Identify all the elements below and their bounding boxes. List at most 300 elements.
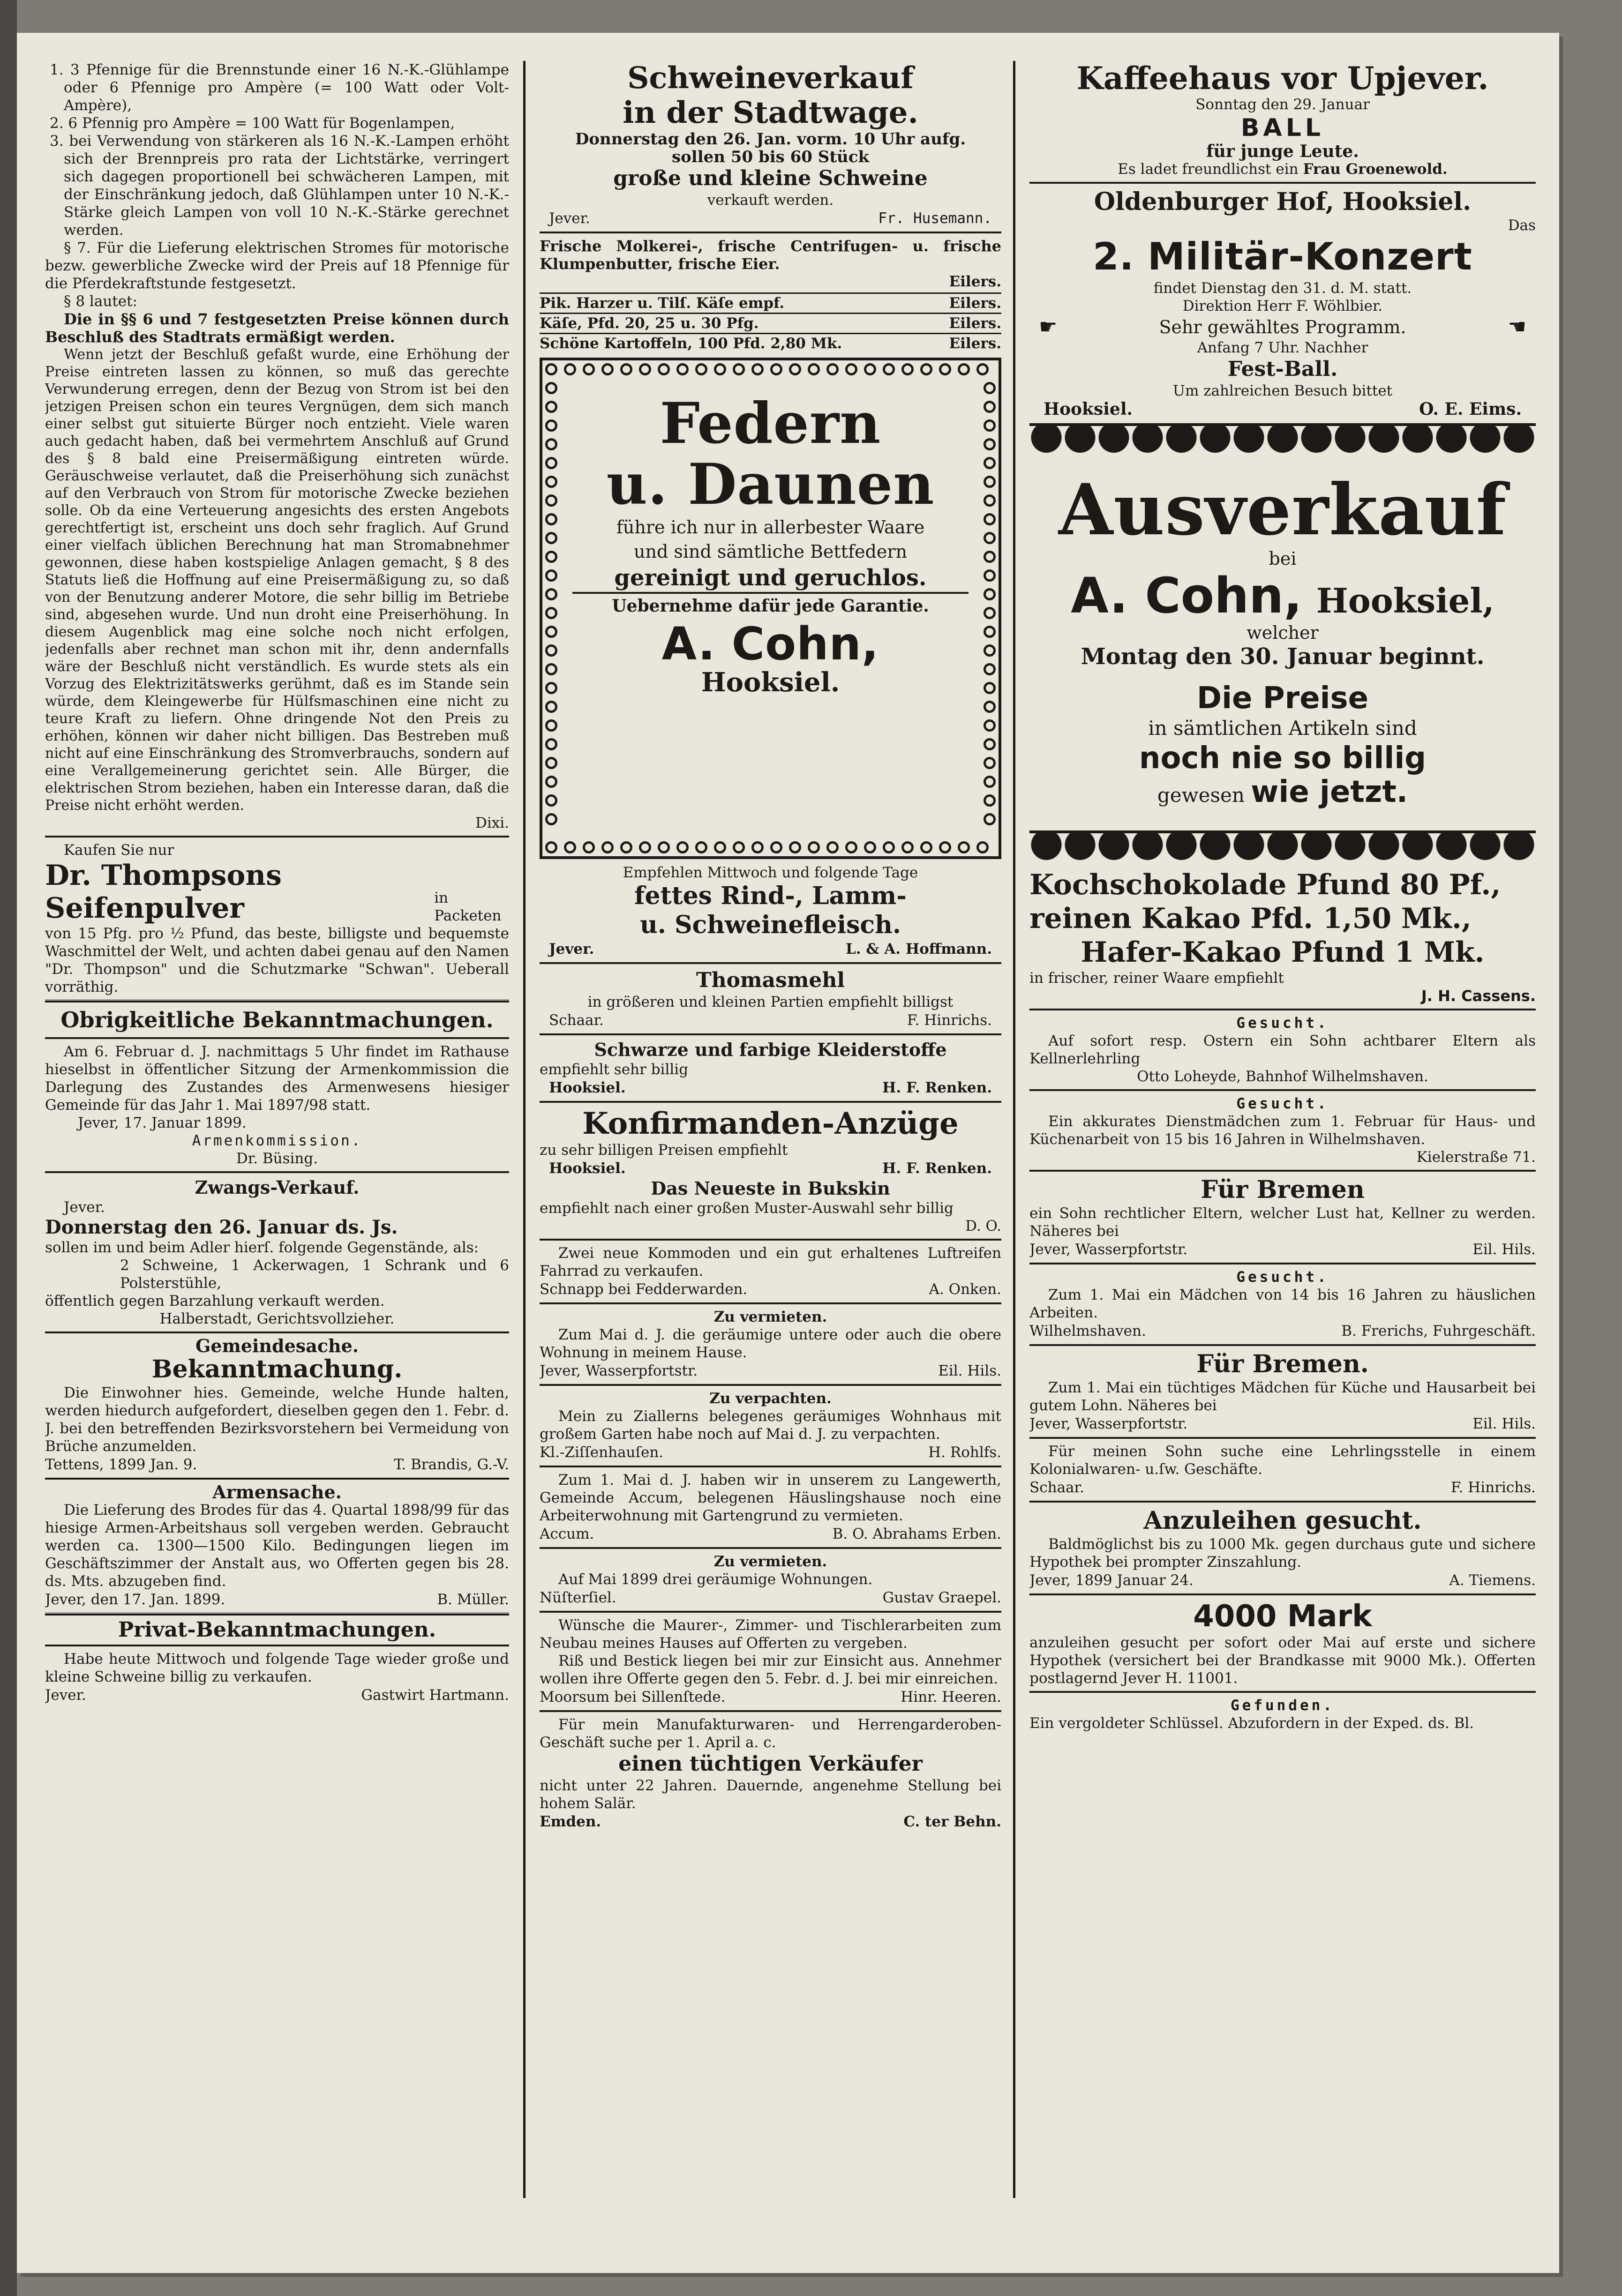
ornament-ring	[864, 841, 876, 853]
preise-line4: wie jetzt.	[1251, 775, 1408, 809]
eilers-text: Schöne Kartoffeln, 100 Pfd. 2,80 Mk.	[540, 335, 842, 352]
zwang-body1: sollen im und beim Adler hierſ. folgende Gegenstände, als:	[45, 1239, 479, 1256]
gesucht2-addr: Kielerstraße 71.	[1416, 1149, 1536, 1166]
divider	[540, 1033, 1001, 1035]
pointing-hand-right-icon: ☛	[1039, 315, 1058, 339]
divider	[540, 232, 1001, 233]
mark-title: 4000 Mark	[1193, 1599, 1372, 1634]
gesucht2-body: Ein akkurates Dienstmädchen zum 1. Februar für Haus- und Küchenarbeit von 15 bis 16 Jahren in Wilhelmshaven.	[1029, 1113, 1536, 1148]
ornament-ring	[976, 841, 989, 853]
ornament-ring	[984, 438, 996, 450]
ornament-ring	[545, 757, 557, 769]
ad-ausverkauf	[1029, 470, 1536, 812]
ornament-ring	[751, 841, 764, 853]
ausverkauf-date: Montag den 30. Januar beginnt.	[1081, 643, 1485, 670]
kleider-left: Hooksiel.	[549, 1079, 626, 1096]
column-right	[1029, 61, 1536, 2245]
ornament-ring	[583, 841, 595, 853]
verm2-left: Nüſterſiel.	[540, 1589, 616, 1606]
kakao-body: in frischer, reiner Waare empfiehlt	[1029, 970, 1284, 987]
ornament-ring	[901, 841, 914, 853]
preise-line3: noch nie so billig	[1139, 741, 1427, 776]
divider	[540, 1466, 1001, 1467]
ornament-ring	[545, 363, 557, 375]
ad-schweineverkauf	[540, 61, 1001, 228]
divider	[1029, 1089, 1536, 1091]
column-rule	[523, 61, 526, 2198]
konzert-bitte: Um zahlreichen Besuch bittet	[1172, 382, 1393, 399]
anzuleihen-left: Jever, 1899 Januar 24.	[1029, 1572, 1194, 1589]
ornament-ring	[984, 701, 996, 713]
ad-gesucht-2	[1029, 1095, 1536, 1166]
federn-title1: Federn	[660, 390, 881, 456]
ornament-ring	[789, 363, 801, 375]
ornament-ring	[939, 841, 951, 853]
ad-kaffeehaus	[1029, 61, 1536, 178]
ornament-ring	[845, 841, 857, 853]
zwang-sign: Halberstadt, Gerichtsvollzieher.	[159, 1310, 395, 1327]
ad-anzuleihen	[1029, 1506, 1536, 1590]
ornament-ring	[545, 841, 557, 853]
divider	[45, 1171, 509, 1173]
abrahams-body: Zum 1. Mai d. J. haben wir in unserem zu Langewerth, Gemeinde Accum, belegenen Häuslingshause noch eine Arbeiterwohnung mit Gartengrund zu vermieten.	[540, 1472, 1001, 1524]
ornament-ring	[958, 363, 970, 375]
federn-line3: gereinigt und geruchlos.	[572, 564, 969, 594]
bremen2-left: Jever, Wasserpfortstr.	[1029, 1415, 1188, 1432]
ad-gefunden	[1029, 1697, 1536, 1732]
tariff-item-1: 1. 3 Pfennige für die Brennstunde einer 16 N.-K.-Glühlampe oder 6 Pfennige pro Ampère (= 100 Watt oder Volt-Ampère),	[50, 61, 509, 114]
lehrling-body: Für meinen Sohn suche eine Lehrlingsstelle in einem Kolonialwaren- u.ſw. Geschäfte.	[1029, 1443, 1536, 1478]
divider	[45, 1000, 509, 1002]
ornament-ring	[920, 841, 932, 853]
konzert-ball: Fest-Ball.	[1227, 357, 1338, 381]
ornament-ring	[545, 494, 557, 507]
fleisch-left: Jever.	[549, 941, 594, 957]
binding-edge	[0, 0, 17, 2296]
kaffee-invite-pre: Es ladet freundlichst ein	[1118, 161, 1299, 178]
gemeinde-title: Bekanntmachung.	[151, 1355, 403, 1384]
ad-verkaeufer	[540, 1716, 1001, 1831]
federn-line1: führe ich nur in allerbester Waare	[616, 517, 925, 538]
ornament-ring	[658, 841, 670, 853]
ornament-ring	[583, 363, 595, 375]
soap-title: Dr. Thompsons Seifenpulver	[45, 859, 282, 925]
ad-bremen-1	[1029, 1175, 1536, 1259]
ornament-ring	[733, 841, 745, 853]
kaffee-invite: Frau Groenewold.	[1303, 161, 1448, 178]
gemeinde-sign-left: Tettens, 1899 Jan. 9.	[45, 1456, 197, 1473]
ornament-ring	[639, 363, 651, 375]
bremen2-body: Zum 1. Mai ein tüchtiges Mädchen für Küche und Hausarbeit bei gutem Lohn. Näheres bei	[1029, 1379, 1536, 1414]
eilers-text: Käſe, Pfd. 20, 25 u. 30 Pfg.	[540, 315, 759, 332]
ad-vermieten-1	[540, 1308, 1001, 1380]
kakao-name: J. H. Cassens.	[1421, 987, 1536, 1005]
ad-fleisch	[540, 864, 1001, 958]
ausverkauf-place: Hooksiel,	[1316, 581, 1494, 621]
fleisch-title2: u. Schweinefleisch.	[639, 911, 901, 939]
konzert-date: findet Dienstag den 31. d. M. statt.	[1153, 280, 1412, 297]
ad-4000-mark	[1029, 1599, 1536, 1687]
ornament-ring	[545, 626, 557, 638]
ornament-ring	[845, 363, 857, 375]
ornament-ring	[920, 363, 932, 375]
ornament-ring	[984, 626, 996, 638]
bukskin-right: D. O.	[965, 1218, 1001, 1234]
onken-body: Zwei neue Kommoden und ein gut erhaltenes Luftreifen Fahrrad zu verkaufen.	[540, 1245, 1001, 1279]
tariff-item-2: 2. 6 Pfennig pro Ampère = 100 Watt für Bogenlampen,	[50, 115, 455, 132]
schwein-tail: verkauft werden.	[707, 192, 834, 209]
federn-name: A. Cohn,	[661, 618, 879, 670]
ad-abrahams	[540, 1471, 1001, 1543]
divider	[1029, 1593, 1536, 1595]
bremen1-body: ein Sohn rechtlicher Eltern, welcher Lust hat, Kellner zu werden. Näheres bei	[1029, 1205, 1536, 1240]
armensache-body: Die Lieferung des Brodes für das 4. Quartal 1898/99 für das hiesige Armen-Arbeitshaus soll vergeben werden. Gebraucht werden ca. 1300—1500 Kilo. Bedingungen liegen im Geschäftszimmer der Anstalt aus, wo Offerten gegen bis 28. ds. Mts. abzugeben find.	[45, 1502, 509, 1590]
bremen2-title: Für Bremen.	[1196, 1350, 1369, 1378]
verm1-body: Zum Mai d. J. die geräumige untere oder auch die obere Wohnung in meinem Hause.	[540, 1326, 1001, 1361]
tariff-list	[45, 61, 509, 346]
ornament-ring	[984, 588, 996, 600]
kakao-line2: reinen Kakao Pfd. 1,50 Mk.,	[1029, 902, 1472, 935]
fleisch-title1: fettes Rind-, Lamm-	[634, 882, 907, 910]
konzert-big: 2. Militär-Konzert	[1093, 235, 1472, 278]
ornament-ring	[601, 363, 614, 375]
divider	[540, 1611, 1001, 1613]
divider	[45, 1478, 509, 1480]
ornament-ring	[676, 363, 689, 375]
divider	[1029, 1263, 1536, 1264]
verkaeufer-body: nicht unter 22 Jahren. Dauernde, angenehme Stellung bei hohem Salär.	[540, 1777, 1001, 1812]
verp-title: Zu verpachten.	[709, 1390, 832, 1407]
ornament-ring	[545, 701, 557, 713]
notice-gemeinde	[45, 1337, 509, 1474]
eilers-item-3	[540, 314, 1001, 334]
ad-vermieten-2	[540, 1553, 1001, 1607]
gesucht1-title: Gesucht.	[1236, 1015, 1329, 1032]
divider	[540, 962, 1001, 964]
armen-sign: Dr. Büsing.	[236, 1150, 318, 1167]
ornament-ring	[545, 382, 557, 394]
ad-heeren	[540, 1616, 1001, 1706]
divider	[45, 1331, 509, 1333]
gefunden-body: Ein vergoldeter Schlüssel. Abzufordern in der Exped. ds. Bl.	[1029, 1715, 1474, 1732]
verm1-left: Jever, Wasserpfortstr.	[540, 1362, 698, 1379]
ad-verpachten	[540, 1390, 1001, 1462]
ornament-ring	[545, 457, 557, 469]
armensache-sign-left: Jever, den 17. Jan. 1899.	[45, 1591, 225, 1608]
ornament-ring	[826, 363, 839, 375]
ad-hartmann	[45, 1650, 509, 1705]
divider	[540, 1101, 1001, 1103]
ornament-ring	[984, 719, 996, 732]
hartmann-body: Habe heute Mittwoch und folgende Tage wieder große und kleine Schweine billig zu verkaufen.	[45, 1651, 509, 1685]
zwang-body2: 2 Schweine, 1 Ackerwagen, 1 Schrank und 6 Polsterstühle,	[120, 1257, 509, 1292]
thomas-body: in größeren und kleinen Partien empfiehlt billigst	[587, 994, 954, 1010]
ornament-ring	[984, 457, 996, 469]
eilers-name: Eilers.	[949, 295, 1001, 312]
bukskin-title: Das Neueste in Bukskin	[651, 1178, 890, 1199]
ornament-ring	[545, 513, 557, 525]
ausverkauf-bei: bei	[1269, 548, 1297, 569]
ornament-ring	[984, 663, 996, 675]
private-heading: Privat-Bekanntmachungen.	[118, 1618, 436, 1642]
ad-lehrling	[1029, 1443, 1536, 1497]
ornament-ring	[601, 841, 614, 853]
verp-right: H. Rohlfs.	[928, 1444, 1001, 1461]
ornament-ring	[545, 794, 557, 807]
kaffee-title: Kaffeehaus vor Upjever.	[1076, 61, 1489, 97]
federn-place: Hooksiel.	[701, 667, 840, 698]
ornament-ring	[545, 419, 557, 432]
kakao-line1: Kochschokolade Pfund 80 Pf.,	[1029, 868, 1501, 901]
heeren-left: Moorsum bei Sillenſtede.	[540, 1689, 726, 1705]
gesucht3-body: Zum 1. Mai ein Mädchen von 14 bis 16 Jahren zu häuslichen Arbeiten.	[1029, 1286, 1536, 1321]
kaffee-ball: BALL	[1240, 114, 1325, 142]
ornament-ring	[984, 794, 996, 807]
ornament-ring	[883, 841, 895, 853]
ausverkauf-name: A. Cohn,	[1071, 567, 1302, 624]
ornament-ring	[714, 841, 726, 853]
soap-side: in Packeten	[434, 890, 502, 924]
gefunden-title: Gefunden.	[1231, 1697, 1335, 1714]
divider	[45, 1645, 509, 1646]
ad-bukskin	[540, 1178, 1001, 1235]
bremen1-left: Jever, Wasserpfortstr.	[1029, 1241, 1188, 1258]
anzuleihen-title: Anzuleihen gesucht.	[1143, 1506, 1422, 1535]
ausverkauf-title: Ausverkauf	[1058, 469, 1507, 551]
fleisch-right: L. & A. Hoffmann.	[846, 941, 992, 957]
divider	[540, 1239, 1001, 1241]
ad-gesucht-3	[1029, 1268, 1536, 1340]
verkaeufer-left: Emden.	[540, 1813, 601, 1830]
zwang-title: Zwangs-Verkauf.	[195, 1177, 360, 1198]
pointing-hand-left-icon: ☚	[1508, 315, 1526, 339]
newspaper-page	[17, 33, 1559, 2273]
ornament-ring	[901, 363, 914, 375]
ornament-ring	[676, 841, 689, 853]
ornament-ring	[545, 682, 557, 694]
ornament-ring	[808, 841, 820, 853]
ornament-ring	[770, 841, 782, 853]
zwang-date: Donnerstag den 26. Januar ds. Js.	[45, 1216, 398, 1238]
ornament-ring	[984, 419, 996, 432]
ornament-ring	[545, 532, 557, 544]
tariff-par7: § 7. Für die Lieferung elektrischen Stromes für motorische bezw. gewerbliche Zwecke wird der Preis auf 18 Pfennige für die Pferdekraftstunde festgesetzt.	[45, 239, 509, 292]
ornament-ring	[714, 363, 726, 375]
divider	[1029, 182, 1536, 184]
ornament-ring	[545, 719, 557, 732]
column-rule	[1013, 61, 1015, 2198]
abrahams-right: B. O. Abrahams Erben.	[832, 1526, 1001, 1542]
preise-title: Die Preise	[1196, 681, 1369, 716]
kaffee-date: Sonntag den 29. Januar	[1195, 96, 1370, 113]
ad-thomasmehl	[540, 968, 1001, 1030]
ornament-ring	[733, 363, 745, 375]
federn-line4: Uebernehme dafür jede Garantie.	[612, 596, 929, 616]
divider	[1029, 1170, 1536, 1172]
abrahams-left: Accum.	[540, 1526, 594, 1542]
konzert-left: Hooksiel.	[1044, 399, 1133, 419]
ornament-ring	[545, 607, 557, 619]
gesucht1-body: Auf sofort resp. Ostern ein Sohn achtbarer Eltern als Kellnerlehrling	[1029, 1032, 1536, 1067]
ornament-ring	[545, 738, 557, 750]
ornament-ring	[545, 813, 557, 825]
ornament-border	[1029, 830, 1536, 863]
ornament-ring	[984, 682, 996, 694]
schwein-left: Jever.	[549, 210, 590, 227]
ornament-ring	[984, 551, 996, 563]
ornament-ring	[620, 841, 632, 853]
ornament-ring	[545, 663, 557, 675]
ad-konfirmanden	[540, 1107, 1001, 1178]
kleider-title: Schwarze und farbige Kleiderstoffe	[594, 1039, 947, 1060]
ornament-ring	[976, 363, 989, 375]
verm2-body: Auf Mai 1899 drei geräumige Wohnungen.	[558, 1571, 873, 1588]
tariff-item-3: 3. bei Verwendung von stärkeren als 16 N.-K.-Lampen erhöht sich der Brennpreis pro rata der Lichtstärke, verringert sich dagegen proportionell bei schwächeren Lampen, mit der Einschränkung jedoch, daß Glühlampen unter 10 N.-K.-Stärke gleich Lampen von voll 10 N.-K.-Stärke gerechnet werden.	[50, 133, 509, 239]
lehrling-left: Schaar.	[1029, 1479, 1084, 1496]
gesucht3-left: Wilhelmshaven.	[1029, 1323, 1146, 1339]
divider	[45, 836, 509, 838]
anzuleihen-body: Baldmöglichst bis zu 1000 Mk. gegen durchaus gute und sichere Hypothek bei prompter Zinszahlung.	[1029, 1536, 1536, 1571]
ornament-ring	[984, 757, 996, 769]
ornament-ring	[751, 363, 764, 375]
preise-line4-pre: gewesen	[1157, 784, 1245, 807]
verm1-right: Eil. Hils.	[938, 1362, 1001, 1379]
anzuleihen-right: A. Tiemens.	[1449, 1572, 1536, 1589]
ornament-ring	[984, 738, 996, 750]
ornament-ring	[545, 644, 557, 657]
ad-bremen-2	[1029, 1350, 1536, 1433]
lehrling-right: F. Hinrichs.	[1450, 1479, 1536, 1496]
armensache-sign-right: B. Müller.	[437, 1591, 509, 1608]
notice-armen	[45, 1043, 509, 1167]
federn-line2: und sind sämtliche Bettfedern	[634, 541, 907, 562]
column-middle	[540, 61, 1001, 2245]
notice-zwang	[45, 1177, 509, 1328]
mark-body: anzuleihen gesucht per sofort oder Mai auf erste und sichere Hypothek (versichert bei der Brandkasse mit 9000 Mk.). Offerten postlagernd Jever H. 11001.	[1029, 1634, 1536, 1687]
divider	[540, 1710, 1001, 1712]
ornament-ring	[620, 363, 632, 375]
divider	[1029, 1691, 1536, 1693]
ornament-ring	[545, 438, 557, 450]
eilers-name: Eilers.	[949, 273, 1001, 290]
ornament-ring	[864, 363, 876, 375]
ornament-ring	[939, 363, 951, 375]
ad-onken	[540, 1244, 1001, 1299]
kleider-body: empfiehlt sehr billig	[540, 1061, 689, 1078]
ornament-ring	[545, 588, 557, 600]
verp-left: Kl.-Ziſſenhauſen.	[540, 1444, 664, 1461]
gesucht2-title: Gesucht.	[1236, 1095, 1329, 1112]
official-heading: Obrigkeitliche Bekanntmachungen.	[60, 1007, 494, 1032]
ad-eilers	[540, 237, 1001, 353]
ornament-ring	[958, 841, 970, 853]
konzert-dir: Direktion Herr F. Wöhlbier.	[1182, 298, 1383, 314]
ornament-ring	[984, 532, 996, 544]
schwein-right: Fr. Husemann.	[878, 210, 992, 227]
ornament-ring	[984, 476, 996, 488]
ornament-ring	[883, 363, 895, 375]
kaffee-sub: für junge Leute.	[1206, 142, 1359, 161]
ornament-ring	[984, 401, 996, 413]
ornament-ring	[789, 841, 801, 853]
ornament-ring	[545, 776, 557, 788]
eilers-text: Pik. Harzer u. Tilſ. Käſe empf.	[540, 295, 785, 312]
armen-body: Am 6. Februar d. J. nachmittags 5 Uhr findet im Rathause hieselbst in öffentlicher Sitzung der Armenkommission die Darlegung des Zustandes des Armenwesens hiesiger Gemeinde für das Jahr 1. Mai 1897/98 statt.	[45, 1043, 509, 1114]
ad-kakao	[1029, 868, 1536, 1005]
thomas-left: Schaar.	[549, 1012, 604, 1029]
ausverkauf-welcher: welcher	[1247, 622, 1319, 643]
verm1-title: Zu vermieten.	[713, 1309, 827, 1325]
divider	[1029, 1009, 1536, 1010]
ornament-ring	[984, 382, 996, 394]
ornament-ring	[984, 813, 996, 825]
konf-left: Hooksiel.	[549, 1160, 626, 1177]
eilers-item-4	[540, 334, 1001, 353]
schwein-amount: sollen 50 bis 60 Stück	[671, 148, 870, 166]
ornament-ring	[984, 644, 996, 657]
federn-title2: u. Daunen	[606, 451, 935, 517]
gemeinde-body: Die Einwohner hies. Gemeinde, welche Hunde halten, werden hiedurch aufgefordert, dieselben gegen den 1. Febr. d. J. bei den betreffenden Bezirksvorstehern bei Vermeidung von Brüche anzumelden.	[45, 1384, 509, 1455]
ornament-ring	[984, 776, 996, 788]
kakao-line3: Hafer-Kakao Pfund 1 Mk.	[1081, 936, 1485, 969]
ornament-ring	[984, 569, 996, 582]
ad-konzert	[1029, 187, 1536, 419]
thomas-title: Thomasmehl	[696, 968, 845, 992]
verkaeufer-pre: Für mein Manufakturwaren- und Herrengarderoben-Geschäft suche per 1. April a. c.	[540, 1716, 1001, 1751]
ornament-ring	[564, 363, 576, 375]
gesucht3-title: Gesucht.	[1236, 1269, 1329, 1286]
konzert-prog: Sehr gewähltes Programm.	[1159, 316, 1406, 337]
verkaeufer-title: einen tüchtigen Verkäufer	[618, 1752, 923, 1776]
eilers-name: Eilers.	[949, 335, 1001, 352]
ornament-ring	[545, 569, 557, 582]
bremen1-right: Eil. Hils.	[1472, 1241, 1536, 1258]
ornament-ring	[545, 551, 557, 563]
bremen1-title: Für Bremen	[1201, 1175, 1365, 1204]
soap-pre: Kaufen Sie nur	[64, 842, 174, 859]
konzert-title: Oldenburger Hof, Hooksiel.	[1094, 187, 1472, 216]
verkaeufer-right: C. ter Behn.	[903, 1813, 1001, 1830]
notice-armensache	[45, 1483, 509, 1609]
eilers-text: Frische Molkerei-, frische Centrifugen- u. frische Klumpenbutter, frische Eier.	[540, 237, 1001, 273]
onken-right: A. Onken.	[929, 1281, 1001, 1298]
thomas-right: F. Hinrichs.	[907, 1012, 992, 1029]
ornament-ring	[639, 841, 651, 853]
eilers-item-1	[540, 237, 1001, 294]
ornament-ring	[826, 841, 839, 853]
zwang-place: Jever.	[64, 1199, 105, 1216]
divider	[540, 1547, 1001, 1549]
heeren-body2: Riß und Bestick liegen bei mir zur Einsicht aus. Annehmer wollen ihre Offerte gegen den 5. Febr. d. J. bei mir einreichen.	[540, 1653, 1001, 1687]
preise-line2: in sämtlichen Artikeln sind	[1148, 717, 1417, 740]
verm2-title: Zu vermieten.	[713, 1553, 827, 1570]
bukskin-body: empfiehlt nach einer großen Muster-Auswahl sehr billig	[540, 1200, 954, 1217]
ornament-ring	[984, 607, 996, 619]
hartmann-left: Jever.	[45, 1687, 86, 1704]
divider	[1029, 1437, 1536, 1439]
gesucht1-name: Otto Loheyde, Bahnhof Wilhelmshaven.	[1137, 1068, 1428, 1085]
armen-date: Jever, 17. Januar 1899.	[78, 1114, 247, 1131]
divider	[45, 1613, 509, 1615]
heeren-right: Hinr. Heeren.	[901, 1689, 1001, 1705]
schwein-date: Donnerstag den 26. Jan. vorm. 10 Uhr aufg.	[575, 130, 966, 149]
ornament-ring	[984, 494, 996, 507]
ornament-ring	[658, 363, 670, 375]
ornament-ring	[770, 363, 782, 375]
par8-text: Die in §§ 6 und 7 festgesetzten Preise können durch Beschluß des Stadtrats ermäßigt werden.	[45, 310, 509, 346]
heeren-body1: Wünsche die Maurer-, Zimmer- und Tischlerarbeiten zum Neubau meines Hauses auf Offerten zu vergeben.	[540, 1617, 1001, 1652]
konzert-right: O. E. Eims.	[1419, 399, 1522, 419]
